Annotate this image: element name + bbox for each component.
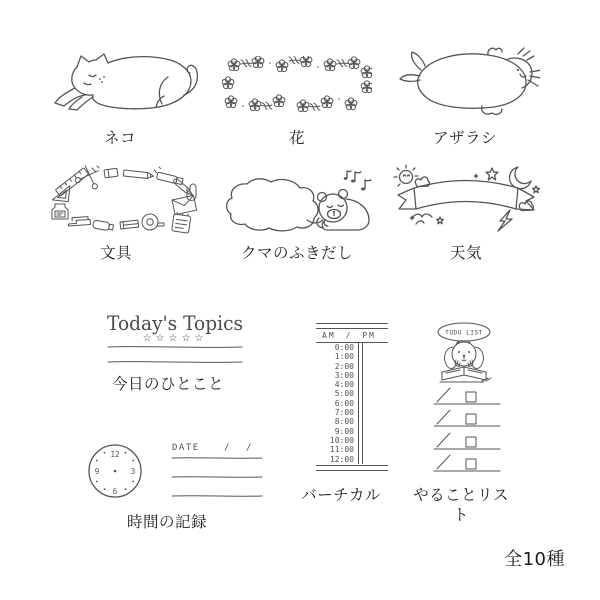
checklist-row [434,433,500,449]
tape-icon [142,214,164,230]
flower-border-icon [222,56,372,112]
marker-icon [156,172,183,185]
todays-topics-stamp-art [100,303,250,373]
time-record-stamp-art [88,436,264,502]
stamp-label-todo: やることリスト [413,486,509,524]
schedule-time-row: 8:00 [334,417,354,427]
dog-icon [445,341,484,369]
bird-icon [412,214,432,224]
schedule-time-row: 12:00 [329,454,354,464]
stamp-label-seal: アザラシ [432,129,497,147]
pm-label: PM [362,331,376,340]
schedule-time-row: 6:00 [334,398,354,408]
schedule-vertical-rule [358,343,363,464]
schedule-time-row: 2:00 [334,361,354,371]
glue-tube-icon [93,220,114,231]
checklist-row [434,455,500,471]
am-label: AM [322,331,336,340]
stamp-label-flower: 花 [288,129,305,147]
stamp-label-weather: 天気 [449,244,482,262]
bear-speech-bubble-stamp-art [219,168,375,234]
speech-bubble-icon [227,179,318,231]
stationery-border-icon [52,164,197,233]
schedule-time-row: 0:00 [334,343,354,352]
am-pm-separator: / [345,331,353,340]
cat-icon [55,54,197,110]
flower-frame-stamp-art [222,56,372,114]
checklist-row [434,410,500,426]
clock-number-3: 3 [130,467,136,476]
writing-line [172,477,262,478]
seal-icon [400,48,540,114]
writing-line [172,496,262,497]
todo-list-stamp-art [432,320,508,476]
weather-banner-stamp-art [388,164,544,234]
lightning-icon [498,210,512,231]
vertical-schedule-stamp-art [316,323,388,471]
schedule-time-row: 11:00 [329,445,354,455]
schedule-time-row: 1:00 [334,352,354,362]
date-slash-month: / [224,443,231,453]
clock-number-12: 12 [110,450,120,459]
binder-clip-icon [120,220,139,229]
stars-row: ☆☆☆☆☆ [142,333,208,344]
star-icon [409,168,539,224]
cat-stamp-art [44,50,204,120]
schedule-time-row: 4:00 [334,380,354,390]
date-slash-day: / [246,443,253,453]
seal-stamp-art [390,46,540,120]
notepad-icon [172,212,191,233]
ribbon-banner-icon [398,181,534,211]
todays-topics-title: Today's Topics [107,311,243,335]
envelope-icon [172,195,197,214]
date-label: DATE [172,443,200,453]
bear-icon [317,190,369,231]
sun-icon [394,165,418,186]
writing-line [108,347,242,348]
schedule-bottom-rule [316,465,388,471]
clock-number-9: 9 [94,467,100,476]
open-book-icon [440,367,491,382]
stapler-icon [68,216,91,226]
ink-bottle-icon [52,204,68,219]
schedule-time-row: 5:00 [334,389,354,399]
schedule-time-row: 10:00 [329,435,354,445]
clock-number-6: 6 [112,487,118,496]
schedule-time-row: 7:00 [334,408,354,418]
schedule-header [316,329,388,343]
music-note-icon [344,171,371,191]
schedule-time-row: 3:00 [334,370,354,380]
stamp-label-vertical: バーチカル [301,486,381,504]
stamp-label-bear: クマのふきだし [240,244,353,262]
ruler-icon [55,168,88,196]
moon-icon [510,167,531,189]
eraser-icon [104,168,118,178]
pencil-icon [123,170,153,179]
writing-line [108,362,242,363]
variant-count-note: 全10種 [504,549,565,570]
triangle-ruler-icon [52,184,70,202]
stamp-label-time-record: 時間の記録 [126,513,207,531]
stamp-label-stationery: 文具 [99,244,132,262]
stationery-frame-stamp-art [46,164,202,236]
schedule-body [316,343,388,464]
stamp-label-cat: ネコ [103,129,136,147]
stamp-label-todays-topics: 今日のひとこと [111,375,224,393]
todo-list-title: TODO LIST [445,329,483,337]
schedule-time-row: 9:00 [334,426,354,436]
checklist-row [434,388,500,404]
writing-line [172,458,262,459]
